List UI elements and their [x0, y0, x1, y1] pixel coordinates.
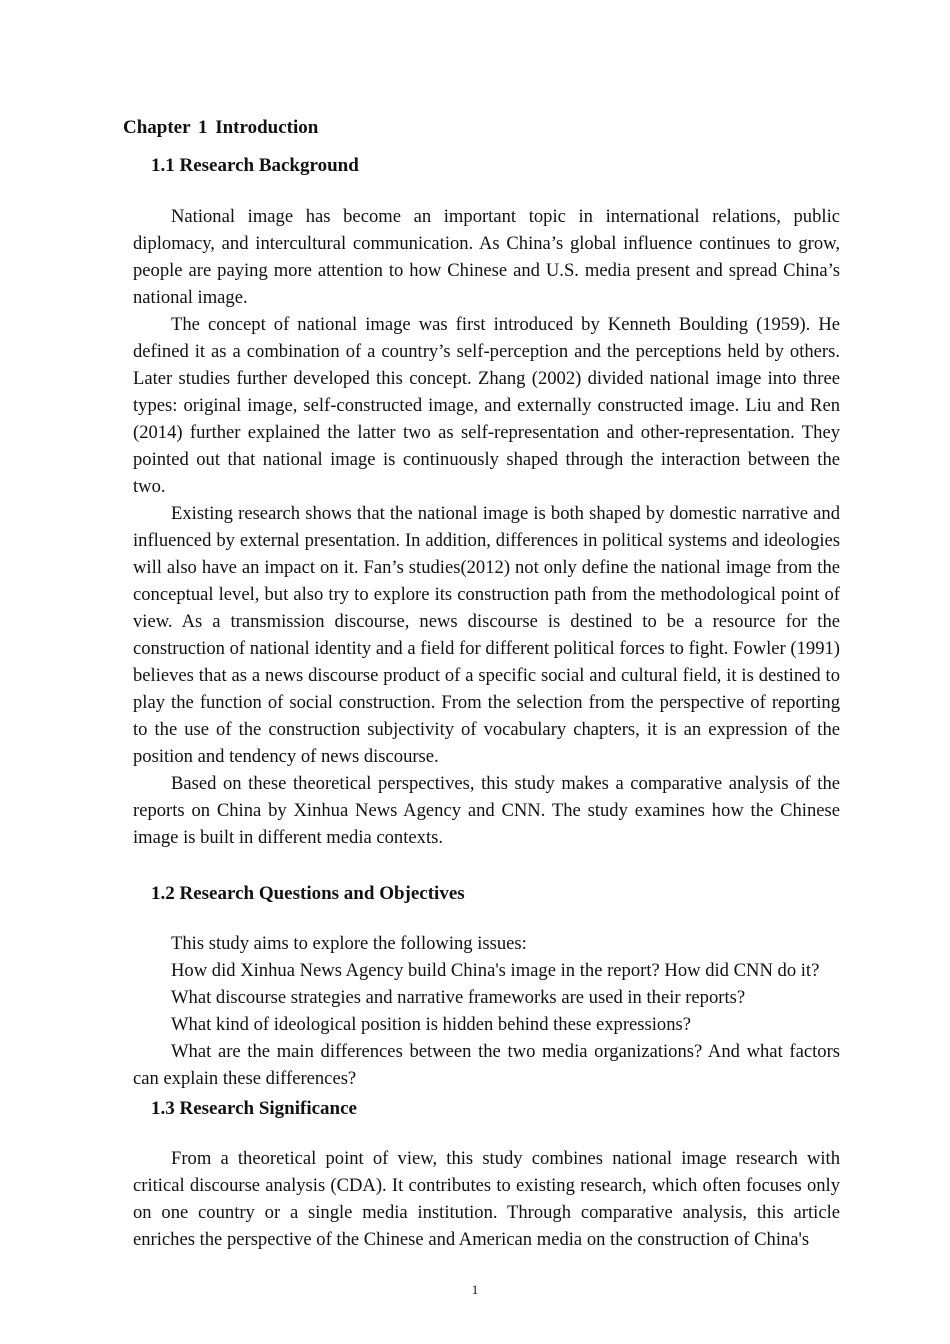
- section-body-research-significance: [133, 1145, 840, 1253]
- paragraph: National image has become an important topic in international relations, public diplomacy, and intercultural communication. As China’s global influence continues to grow, people are paying more attention to how Chinese and U.S. media present and spread China’s national image.: [133, 206, 840, 308]
- section-body-research-background: [133, 203, 840, 851]
- section-heading-research-significance: 1.3 Research Significance: [151, 1098, 357, 1119]
- paragraph: This study aims to explore the following issues:: [171, 933, 527, 954]
- question-item: What discourse strategies and narrative frameworks are used in their reports?: [171, 987, 746, 1008]
- section-body-research-questions: [133, 930, 840, 1092]
- paragraph: Based on these theoretical perspectives, this study makes a comparative analysis of the reports on China by Xinhua News Agency and CNN. The study examines how the Chinese image is built in different media contexts.: [133, 773, 840, 848]
- paragraph: Existing research shows that the national image is both shaped by domestic narrative and influenced by external presentation. In addition, differences in political systems and ideologies will also have an impact on it. Fan’s studies(2012) not only define the national image from the conceptual level, but also try to explore its construction path from the methodological point of view. As a transmission discourse, news discourse is destined to be a resource for the construction of national identity and a field for different political forces to fight. Fowler (1991) believes that as a news discourse product of a specific social and cultural field, it is destined to play the function of social construction. From the selection from the perspective of reporting to the use of the construction subjectivity of vocabulary chapters, it is an expression of the position and tendency of news discourse.: [133, 503, 840, 767]
- paragraph: From a theoretical point of view, this study combines national image research with critical discourse analysis (CDA). It contributes to existing research, which often focuses only on one country or a single media institution. Through comparative analysis, this article enriches the perspective of the Chinese and American media on the construction of China's: [133, 1148, 840, 1250]
- chapter-title: Chapter 1 Introduction: [123, 117, 319, 138]
- section-heading-research-questions: 1.2 Research Questions and Objectives: [151, 883, 465, 904]
- paragraph: The concept of national image was first introduced by Kenneth Boulding (1959). He defined it as a combination of a country’s self-perception and the perceptions held by others. Later studies further developed this concept. Zhang (2002) divided national image into three types: original image, self-constructed image, and externally constructed image. Liu and Ren (2014) further explained the latter two as self-representation and other-representation. They pointed out that national image is continuously shaped through the interaction between the two.: [133, 314, 840, 497]
- question-item: How did Xinhua News Agency build China's image in the report? How did CNN do it?: [171, 960, 820, 981]
- section-heading-research-background: 1.1 Research Background: [151, 155, 359, 176]
- question-item: What kind of ideological position is hidden behind these expressions?: [171, 1014, 692, 1035]
- page-number: 1: [471, 1282, 479, 1297]
- question-item: What are the main differences between the two media organizations? And what factors can explain these differences?: [133, 1041, 840, 1089]
